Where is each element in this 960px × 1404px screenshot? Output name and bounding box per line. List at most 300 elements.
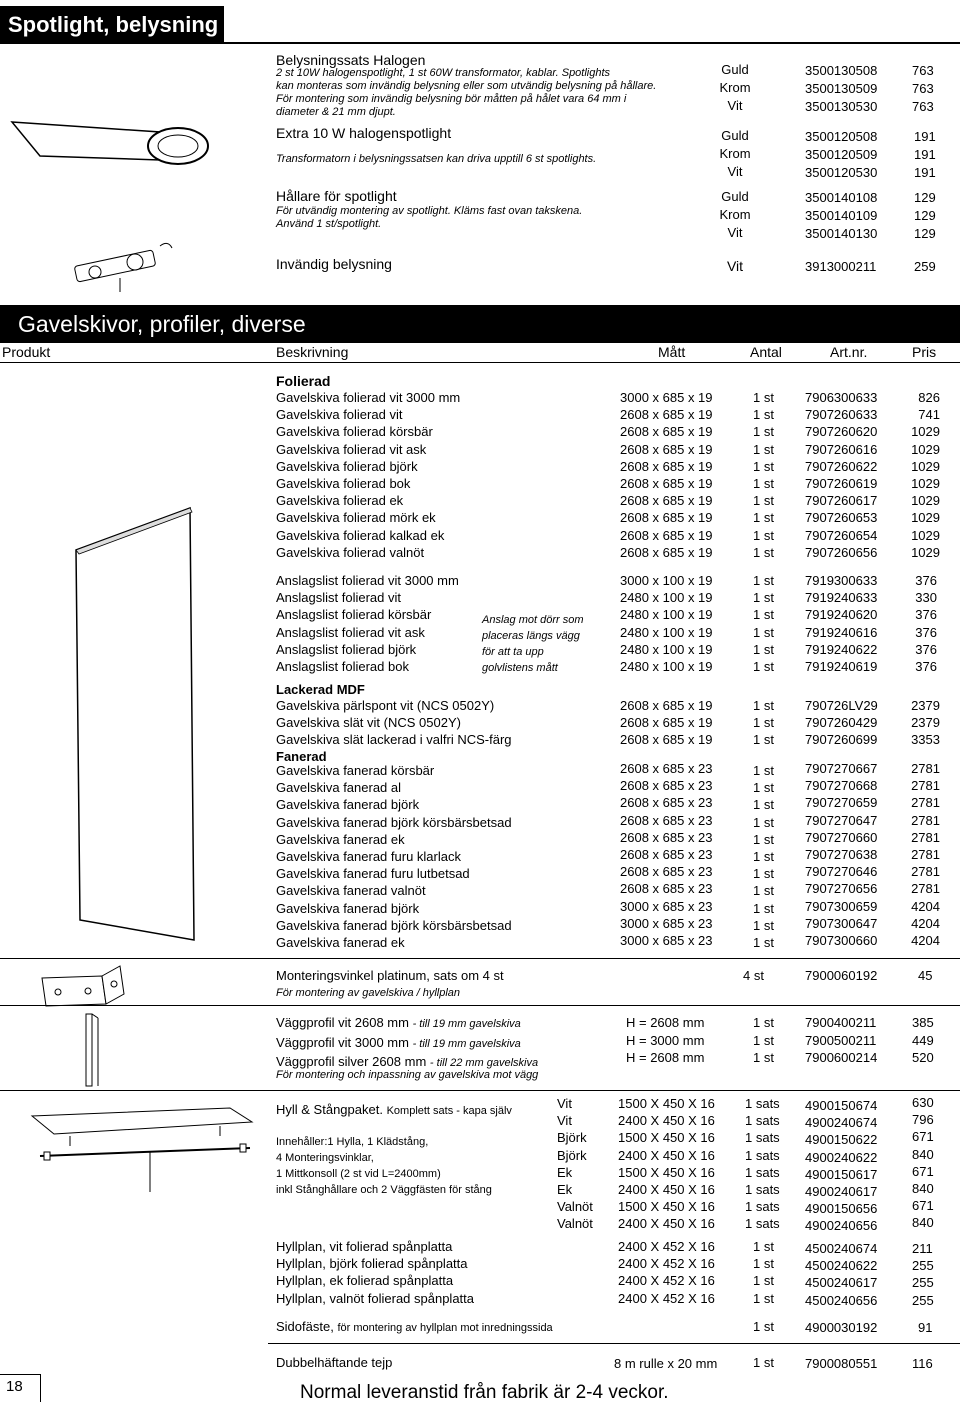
artnr: 4900240674 [805,1115,878,1131]
artnr: 7907260699 [805,732,878,748]
item-name: Gavelskiva folierad bok [276,476,411,492]
section-title: Gavelskivor, profiler, diverse [18,311,306,337]
matt: 2608 x 685 x 23 [620,864,713,880]
color: Ek [557,1164,573,1180]
pris: 376 [915,624,937,640]
note-line: golvlistens mått [482,662,558,674]
item-name: Gavelskiva folierad mörk ek [276,510,436,526]
antal-column [753,1014,774,1067]
antal-column [745,1095,780,1233]
matt: 2608 x 685 x 19 [620,510,713,526]
antal: 1 st [753,493,774,509]
matt: 2608 x 685 x 23 [620,778,713,794]
item-name: Gavelskiva slät vit (NCS 0502Y) [276,715,461,731]
artnr: 3500140130 [805,226,878,241]
sidofaste-row [276,1319,553,1334]
artnr: 7907300647 [805,915,878,931]
matt: 2608 x 685 x 19 [620,476,713,492]
pris: 376 [915,573,937,588]
artnr: 4500240617 [805,1275,878,1291]
item-name: Gavelskiva pärlspont vit (NCS 0502Y) [276,698,495,713]
color-column [700,188,770,242]
antal-column [753,1238,774,1307]
matt: 2608 x 685 x 23 [620,812,713,828]
pris: 1029 [911,493,940,509]
artnr: 4500240674 [805,1241,878,1256]
col-header-pris: Pris [912,344,937,360]
antal: 1 st [753,441,774,457]
antal: 1 sats [745,1164,780,1180]
artnr: 7907260656 [805,544,878,560]
artnr: 7907270647 [805,812,878,828]
product-name: Extra 10 W halogenspotlight [276,125,452,141]
matt: 2608 x 685 x 23 [620,761,713,776]
pris: 741 [918,407,940,423]
lighting-tube-illustration [65,238,175,298]
item-name: Gavelskiva fanerad ek [276,831,405,847]
group-heading: Folierad [276,373,331,389]
item-name: Gavelskiva fanerad furu klarlack [276,849,461,865]
artnr: 3500130508 [805,63,878,78]
matt: 2400 X 452 X 16 [618,1290,715,1306]
delivery-note: Normal leveranstid från fabrik är 2-4 veckor. [300,1382,669,1403]
artnr: 7919240616 [805,624,878,640]
vaggprofil-names [276,1014,538,1073]
name-column [276,697,512,749]
antal: 1 sats [745,1113,780,1129]
color: Krom [719,207,751,222]
artnr-column [805,1097,877,1235]
price: 763 [912,99,934,114]
antal: 1 st [753,1290,774,1306]
pris: 2781 [911,864,940,880]
artnr: 3500140108 [805,190,878,205]
item-name: Gavelskiva fanerad björk [276,900,420,916]
antal: 1 st [753,510,774,526]
pris: 449 [912,1032,934,1048]
antal: 1 sats [745,1096,780,1111]
pris: 2781 [911,795,940,811]
antal: 1 st [753,698,774,713]
pris: 255 [912,1292,934,1308]
note-line: Anslag mot dörr som [482,614,584,626]
antal: 1 st [753,641,774,657]
desc-line: Använd 1 st/spotlight. [276,218,382,230]
matt: 2608 x 685 x 19 [620,493,713,509]
item-name: Gavelskiva fanerad björk körsbärsbetsad [276,917,512,933]
antal: 1 st [753,866,774,882]
antal: 1 sats [745,1216,780,1232]
color: Vit [727,225,743,240]
matt-column [620,389,713,561]
artnr: 3500120509 [805,147,878,162]
matt: 8 m rulle x 20 mm [614,1356,718,1371]
artnr: 7919240622 [805,641,878,657]
artnr: 7907270667 [805,761,878,776]
color-column [700,127,770,181]
antal: 1 st [753,390,774,405]
artnr: 7907260617 [805,493,878,509]
desc-line: Innehåller:1 Hylla, 1 Klädstång, [276,1136,429,1148]
bracket-illustration [40,964,130,1014]
item-name: Anslagslist folierad bok [276,659,409,675]
product-desc: Transformatorn i belysningssatsen kan driva upptill 6 st spotlights. [276,153,597,165]
matt: 2608 x 685 x 23 [620,881,713,897]
matt: 2608 x 685 x 23 [620,829,713,845]
product-name: Invändig belysning [276,256,392,272]
product-desc [276,67,656,119]
section-title: Spotlight, belysning [8,12,219,37]
matt: 2608 x 685 x 23 [620,847,713,863]
name-column [276,389,460,561]
antal: 1 sats [745,1147,780,1163]
antal: 1 st [753,1256,774,1272]
matt: 2400 X 452 X 16 [618,1273,715,1289]
note-line: placeras längs vägg [482,630,580,642]
artnr-column [805,1240,877,1309]
col-header-antal: Antal [750,344,782,360]
antal: 1 st [753,544,774,560]
artnr: 7919240633 [805,590,878,606]
name-column [276,1238,474,1307]
artnr-column [805,760,877,949]
item-name: Gavelskiva folierad vit ask [276,441,427,457]
pris-column [900,572,937,675]
item-name: Gavelskiva fanerad körsbär [276,763,435,778]
pris-column [900,760,940,949]
antal: 1 st [753,763,774,778]
item-name: Hyllplan, ek folierad spånplatta [276,1273,454,1289]
pris: 796 [912,1112,934,1128]
antal-column [753,572,774,675]
artnr: 7907260620 [805,424,878,440]
col-header-beskrivning: Beskrivning [276,344,349,360]
pris: 116 [912,1356,933,1371]
desc-line: 1 Mittkonsoll (2 st vid L=2400mm) [276,1168,441,1180]
matt: 2608 x 685 x 19 [620,527,713,543]
matt: 2400 X 450 X 16 [618,1113,715,1129]
hyll-title-suffix: Komplett sats - kapa själv [386,1105,512,1117]
artnr-column [805,572,877,675]
antal: 1 st [753,780,774,796]
name-column [276,572,459,675]
price: 129 [914,208,936,223]
artnr-column [805,128,877,182]
color: Vit [726,258,744,274]
group-heading: Lackerad MDF [276,682,365,697]
antal: 1 st [753,1355,774,1370]
item-name: Väggprofil vit 3000 mm [276,1034,409,1050]
pris: 255 [912,1258,934,1274]
artnr-column [805,62,877,116]
antal: 1 sats [745,1130,780,1146]
section-header-gavelskivor [0,305,960,343]
matt: 2608 x 685 x 19 [620,732,713,748]
artnr: 4900240617 [805,1184,878,1200]
matt: 2608 x 685 x 19 [620,407,713,423]
antal: 4 st [743,968,764,983]
color: Ek [557,1182,573,1198]
note-line: för att ta upp [482,646,544,658]
matt: 2480 x 100 x 19 [620,641,713,657]
item-name: Gavelskiva folierad körsbär [276,424,433,440]
item-name: Gavelskiva fanerad björk [276,797,420,813]
item-suffix: - till 22 mm gavelskiva [429,1057,539,1069]
item-name: Anslagslist folierad vit 3000 mm [276,573,459,588]
pris: 1029 [911,510,940,526]
item-name: Gavelskiva folierad valnöt [276,544,425,560]
section-header-spotlight [0,6,224,44]
divider [0,1090,960,1091]
matt-column [620,572,713,675]
item-name: Gavelskiva fanerad ek [276,935,405,951]
item-name: Anslagslist folierad björk [276,641,417,657]
antal: 1 st [753,917,774,933]
pris-column [900,697,940,749]
pris: 840 [912,1215,934,1231]
pris: 2781 [911,778,940,794]
footer-vrule [40,1374,41,1402]
artnr: 7900400211 [805,1015,877,1030]
matt: 2480 x 100 x 19 [620,607,713,623]
matt: 2400 X 450 X 16 [618,1182,715,1198]
group-heading: Fanerad [276,749,327,764]
artnr: 4900150674 [805,1098,878,1113]
item-desc: För montering av gavelskiva / hyllplan [276,987,461,999]
matt: 2480 x 100 x 19 [620,659,713,675]
artnr: 4500240622 [805,1258,878,1274]
antal: 1 sats [745,1182,780,1198]
color: Vit [557,1113,572,1129]
antal: 1 st [753,590,774,606]
antal-column [753,762,774,951]
item-name: Gavelskiva fanerad furu lutbetsad [276,866,470,882]
item-name: Anslagslist folierad vit ask [276,624,425,640]
price: 191 [914,165,936,180]
matt: 1500 X 450 X 16 [618,1130,715,1146]
artnr: 7907260633 [805,407,878,423]
antal: 1 st [753,935,774,951]
matt: 2608 x 685 x 19 [620,424,713,440]
color: Krom [719,80,751,95]
artnr: 7907300660 [805,933,878,949]
price: 191 [914,147,936,162]
item-suffix: - till 19 mm gavelskiva [412,1037,521,1050]
antal: 1 sats [745,1199,780,1215]
artnr: 4500240656 [805,1292,878,1308]
antal: 1 st [753,659,774,675]
header-rule [224,42,960,44]
pris: 4204 [911,898,940,914]
price-column [914,189,936,243]
matt-column [620,697,713,749]
pris-column [900,389,940,561]
color-column [557,1095,593,1233]
desc-line: För utvändig montering av spotlight. Kläms fast ovan takskena. [276,205,583,217]
matt: H = 2608 mm [626,1015,705,1030]
artnr: 7907260653 [805,510,878,526]
item-name: Hyllplan, björk folierad spånplatta [276,1256,468,1272]
pris-column [912,1094,934,1232]
pris: 2379 [911,715,940,731]
matt: 2480 x 100 x 19 [620,624,713,640]
color: Krom [719,146,751,161]
artnr: 4900240622 [805,1149,878,1165]
artnr: 3913000211 [805,259,877,274]
item-name: Anslagslist folierad körsbär [276,607,432,623]
price: 129 [914,226,936,241]
product-desc [276,205,582,231]
artnr: 7919240620 [805,607,878,623]
matt-column [618,1238,715,1307]
matt: 1500 X 450 X 16 [618,1199,715,1215]
artnr: 7907260619 [805,476,878,492]
shelf-illustration [30,1098,260,1198]
antal: 1 st [753,1032,774,1048]
artnr: 790726LV29 [805,698,878,713]
color: Valnöt [557,1216,593,1232]
pris: 2379 [911,698,940,713]
matt: 2608 x 685 x 19 [620,458,713,474]
price-column [912,62,934,116]
antal: 1 st [753,831,774,847]
pris: 671 [912,1198,934,1214]
antal: 1 st [753,883,774,899]
artnr: 7907270659 [805,795,878,811]
item-name: Gavelskiva fanerad al [276,780,402,796]
pris: 2781 [911,847,940,863]
antal: 1 st [753,715,774,731]
item-name: Gavelskiva folierad ek [276,493,404,509]
antal: 1 st [753,407,774,423]
matt: H = 3000 mm [626,1032,705,1048]
price: 129 [914,190,936,205]
artnr: 7907260616 [805,441,878,457]
pris: 826 [918,390,940,405]
matt: H = 2608 mm [626,1050,705,1065]
artnr-column [805,1014,877,1067]
panel-illustration [70,500,200,950]
antal: 1 st [753,607,774,623]
antal-column [753,697,774,749]
wall-profile-illustration [80,1010,110,1090]
artnr: 7907260654 [805,527,878,543]
desc-line: För montering som invändig belysning bör måtten på hålet vara 64 mm i [276,93,627,105]
artnr: 7907270656 [805,881,878,897]
color: Björk [557,1147,587,1163]
pris: 1029 [911,424,940,440]
artnr: 7900500211 [805,1032,877,1048]
vaggprofil-row [276,1014,538,1034]
matt-column [618,1095,715,1233]
artnr: 4900150656 [805,1201,878,1217]
item-name: Väggprofil vit 2608 mm [276,1015,409,1030]
item-name: Hyllplan, valnöt folierad spånplatta [276,1290,475,1306]
pris: 4204 [911,933,940,949]
pris: 1029 [911,476,940,492]
artnr: 7900080551 [805,1356,878,1371]
item-name: Sidofäste, [276,1319,334,1334]
product-name: Belysningssats Halogen [276,52,426,68]
item-name: Monteringsvinkel platinum, sats om 4 st [276,968,504,983]
col-header-artnr: Art.nr. [830,344,868,360]
color: Vit [727,164,743,179]
artnr: 7900060192 [805,968,878,983]
matt: 3000 x 685 x 23 [620,933,713,949]
item-name: Gavelskiva fanerad valnöt [276,883,426,899]
artnr: 7919240619 [805,659,878,675]
divider [0,1005,960,1006]
pris-column [912,1240,934,1309]
pris: 376 [915,659,937,675]
color: Guld [721,189,749,204]
pris-column [912,1014,934,1067]
price: 763 [912,63,934,78]
matt: 2608 x 685 x 19 [620,441,713,457]
artnr: 7900600214 [805,1050,878,1065]
antal: 1 st [753,900,774,916]
antal: 1 st [753,1050,774,1065]
price: 763 [912,81,934,96]
pris: 3353 [911,732,940,748]
vaggprofil-row [276,1034,538,1054]
artnr: 3500120530 [805,165,878,180]
pris: 211 [912,1241,933,1256]
pris: 840 [912,1146,934,1162]
matt: 3000 x 685 x 19 [620,390,713,405]
col-header-matt: Mått [658,344,686,360]
pris: 376 [915,641,937,657]
item-name: Gavelskiva folierad björk [276,458,418,474]
pris: 671 [912,1129,934,1145]
pris: 376 [915,607,937,623]
matt: 2608 x 685 x 19 [620,698,713,713]
pris: 2781 [911,812,940,828]
artnr: 3500140109 [805,208,878,223]
desc-line: kan monteras som invändig belysning eller som utvändig belysning på hållare. [276,80,657,92]
desc-line: 4 Monteringsvinklar, [276,1152,374,1164]
price: 191 [914,129,936,144]
artnr: 7919300633 [805,573,878,588]
matt: 2400 X 452 X 16 [618,1239,715,1254]
item-name: Väggprofil silver 2608 mm [276,1054,427,1069]
artnr: 7907270646 [805,864,878,880]
artnr: 3500130509 [805,81,878,96]
pris: 671 [912,1163,934,1179]
pris: 1029 [911,527,940,543]
pris: 45 [918,968,933,983]
matt: 3000 x 100 x 19 [620,573,713,588]
antal: 1 st [753,424,774,440]
matt: 1500 X 450 X 16 [618,1096,715,1111]
spotlight-illustration [10,110,210,200]
pris: 1029 [911,441,940,457]
item-name: Gavelskiva folierad vit [276,407,403,423]
antal: 1 st [753,849,774,865]
footer-rule [0,1374,40,1375]
matt-column [626,1014,704,1067]
header-divider [0,362,960,363]
antal: 1 st [753,527,774,543]
antal: 1 st [753,476,774,492]
matt: 2480 x 100 x 19 [620,590,713,606]
antal: 1 st [753,458,774,474]
pris: 4204 [911,915,940,931]
antal: 1 st [753,1273,774,1289]
price: 259 [914,259,936,274]
item-name: Gavelskiva fanerad björk körsbärsbetsad [276,814,512,830]
anslag-note [482,612,583,676]
